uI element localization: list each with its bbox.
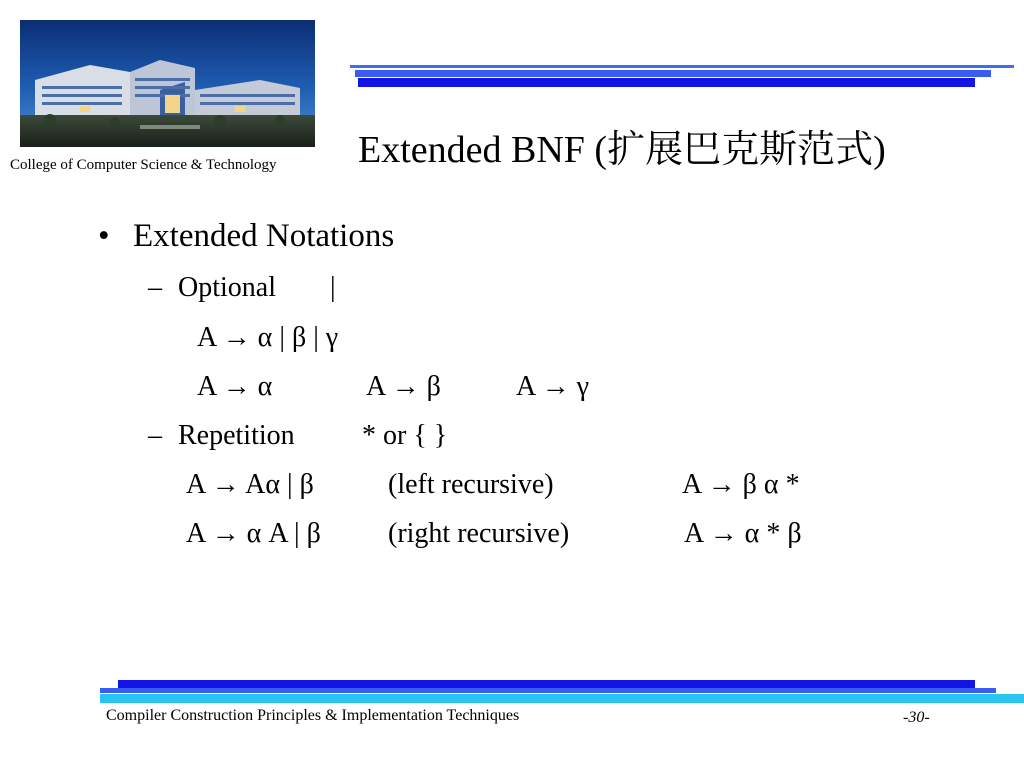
footer-rule-cyan <box>100 694 1024 703</box>
footer-rule-mid <box>100 688 996 693</box>
left-recursive-rule: A → Aα | β <box>186 469 314 500</box>
left-recursive-ebnf: A → β α * <box>682 469 800 500</box>
dash-icon: – <box>148 420 162 451</box>
course-title: Compiler Construction Principles & Implementation Techniques <box>106 707 520 724</box>
header-rule-mid <box>355 70 991 77</box>
right-recursive-ebnf: A → α * β <box>684 518 802 549</box>
repetition-symbol: * or { } <box>362 420 448 451</box>
right-recursive-rule: A → α A | β <box>186 518 321 549</box>
optional-expansion-2: A → β <box>366 371 441 402</box>
optional-symbol: | <box>330 272 336 303</box>
slide-title: Extended BNF (扩展巴克斯范式) <box>358 129 886 171</box>
right-recursive-note: (right recursive) <box>388 518 570 549</box>
bullet-extended-notations: Extended Notations <box>133 218 395 254</box>
optional-rule: A → α | β | γ <box>197 322 339 353</box>
optional-expansion-3: A → γ <box>516 371 590 402</box>
page-number: -30- <box>903 709 930 726</box>
college-building-photo <box>20 20 315 147</box>
optional-label: Optional <box>178 272 276 303</box>
header-rule-thin <box>350 65 1014 68</box>
repetition-label: Repetition <box>178 420 295 451</box>
dash-icon: – <box>148 272 162 303</box>
left-recursive-note: (left recursive) <box>388 469 554 500</box>
footer-rule-thick <box>118 680 975 688</box>
bullet-icon: • <box>98 218 110 254</box>
optional-expansion-1: A → α <box>197 371 273 402</box>
header-rule-thick <box>358 78 975 87</box>
college-name: College of Computer Science & Technology <box>10 157 277 173</box>
